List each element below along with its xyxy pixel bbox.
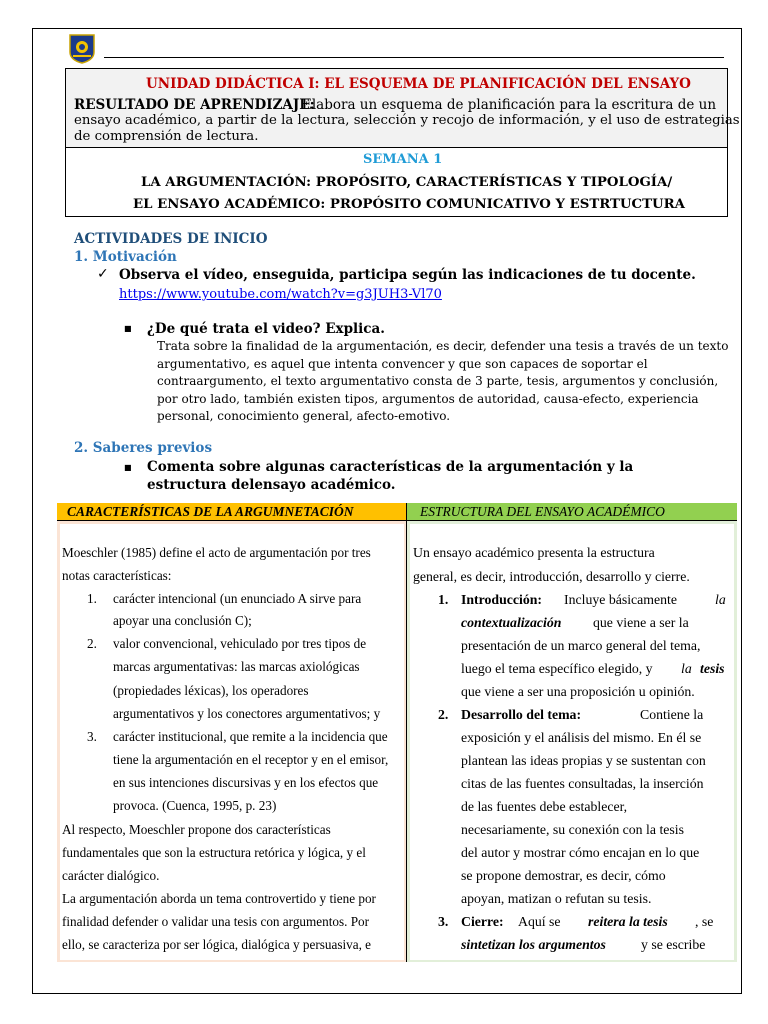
right-text: del autor y mostrar cómo encajan en lo que [461, 845, 700, 860]
right-text: , se [695, 914, 714, 929]
right-text: Contiene la [640, 707, 704, 722]
answer-line: argumentativo, es aquel que intenta convencer y que son capaces de soportar el [157, 357, 648, 371]
left-text-line: fundamentales que son la estructura retórica y lógica, y el [62, 845, 366, 860]
result-line-2: ensayo académico, a partir de la lectura, selección y recojo de información, y el uso de estrategias [74, 113, 740, 128]
left-text-line: La argumentación aborda un tema controvertido y tiene por [62, 891, 376, 906]
left-text-line: ello, se caracteriza por ser lógica, dialógica y persuasiva, e [62, 937, 372, 952]
closing-label: Cierre: [461, 914, 504, 929]
right-text: Incluye básicamente [564, 592, 678, 607]
right-text-emph: sintetizan los argumentos [461, 937, 606, 952]
right-text: Aquí se [518, 914, 561, 929]
right-text-emph: contextualización [461, 615, 562, 630]
result-line-3: de comprensión de lectura. [74, 129, 259, 144]
left-text-line: Al respecto, Moeschler propone dos características [62, 822, 331, 837]
right-text: la [715, 592, 726, 607]
topic-line-1: LA ARGUMENTACIÓN: PROPÓSITO, CARACTERÍSTICAS Y TIPOLOGÍA/ [141, 175, 673, 190]
left-text-line: Moeschler (1985) define el acto de argumentación por tres [62, 545, 371, 560]
right-text: apoyan, matizan o refutan su tesis. [461, 891, 652, 906]
answer-line: personal, conocimiento general, afecto-emotivo. [157, 409, 451, 423]
left-text-line: (propiedades léxicas), los operadores [113, 683, 309, 698]
right-intro-line: general, es decir, introducción, desarrollo y cierre. [413, 569, 690, 584]
right-text: y se escribe [641, 937, 706, 952]
list-number: 2. [438, 707, 449, 722]
video-question: ¿De qué trata el video? Explica. [147, 321, 385, 337]
left-text-line: carácter dialógico. [62, 868, 160, 883]
right-header-text: ESTRUCTURA DEL ENSAYO ACADÉMICO [420, 504, 665, 519]
left-text-line: argumentativos y los conectores argumentativos; y [113, 706, 381, 721]
university-logo-icon [69, 34, 95, 64]
right-text-emph: reitera la tesis [588, 914, 668, 929]
right-text: citas de las fuentes consultadas, la inserción [461, 776, 704, 791]
right-text: luego el tema específico elegido, y [461, 661, 653, 676]
intro-label: Introducción: [461, 592, 543, 607]
left-text-line: apoyar una conclusión C); [113, 613, 252, 628]
left-text-line: valor convencional, vehiculado por tres tipos de [113, 636, 367, 651]
right-text: la [681, 661, 692, 676]
right-text: se propone demostrar, es decir, cómo [461, 868, 666, 883]
observe-instruction: Observa el vídeo, enseguida, participa según las indicaciones de tu docente. [119, 267, 696, 283]
left-text-line: notas características: [62, 568, 172, 583]
list-number: 3. [438, 914, 449, 929]
answer-line: Trata sobre la finalidad de la argumentación, es decir, defender una tesis a través de un texto [157, 339, 729, 353]
topic-line-2: EL ENSAYO ACADÉMICO: PROPÓSITO COMUNICATIVO Y ESTRTUCTURA [133, 197, 685, 212]
right-text: exposición y el análisis del mismo. En él se [461, 730, 702, 745]
left-text-line: carácter intencional (un enunciado A sirve para [113, 591, 362, 606]
result-label: RESULTADO DE APRENDIZAJE: [74, 97, 315, 113]
bullet-icon: ■ [124, 463, 132, 472]
comment-line-1: Comenta sobre algunas características de la argumentación y la [147, 459, 634, 475]
list-number: 1. [87, 591, 97, 606]
right-text: de las fuentes debe establecer, [461, 799, 628, 814]
right-text: necesariamente, su conexión con la tesis [461, 822, 684, 837]
right-text-emph: tesis [700, 661, 725, 676]
left-text-line: provoca. (Cuenca, 1995, p. 23) [113, 798, 277, 813]
left-text-line: en sus intenciones discursivas y en los efectos que [113, 775, 379, 790]
left-text-line: finalidad defender o validar una tesis con argumentos. Por [62, 914, 370, 929]
week-label: SEMANA 1 [363, 152, 443, 167]
check-icon: ✓ [97, 266, 109, 282]
right-text: que viene a ser la [593, 615, 689, 630]
left-header-text: CARACTERÍSTICAS DE LA ARGUMNETACIÓN [67, 504, 354, 519]
video-link[interactable]: https://www.youtube.com/watch?v=g3JUH3-Vl70 [119, 287, 442, 302]
left-text-line: carácter institucional, que remite a la incidencia que [113, 729, 388, 744]
left-text-line: tiene la argumentación en el receptor y en el emisor, [113, 752, 389, 767]
answer-line: contraargumento, el texto argumentativo consta de 3 parte, tesis, argumentos y conclusión, [157, 374, 719, 388]
answer-line: por otro lado, también existen tipos, argumentos de autoridad, causa-efecto, experiencia [157, 392, 699, 406]
left-text-line: marcas argumentativas: las marcas axiológicas [113, 659, 360, 674]
item-saberes-previos: 2. Saberes previos [74, 440, 213, 456]
header-rule [104, 57, 724, 58]
activities-heading: ACTIVIDADES DE INICIO [74, 231, 268, 247]
development-label: Desarrollo del tema: [461, 707, 582, 722]
item-motivacion: 1. Motivación [74, 249, 177, 265]
comment-line-2: estructura delensayo académico. [147, 477, 396, 493]
result-line-1: Elabora un esquema de planificación para la escritura de un [302, 97, 717, 113]
list-number: 3. [87, 729, 97, 744]
right-intro-line: Un ensayo académico presenta la estructura [413, 545, 655, 560]
right-text: plantean las ideas propias y se sustentan con [461, 753, 706, 768]
right-text: que viene a ser una proposición u opinión. [461, 684, 695, 699]
right-text: presentación de un marco general del tema, [461, 638, 701, 653]
bullet-icon: ■ [124, 324, 132, 333]
unit-title: UNIDAD DIDÁCTICA I: EL ESQUEMA DE PLANIFICACIÓN DEL ENSAYO [146, 76, 691, 92]
list-number: 2. [87, 636, 97, 651]
list-number: 1. [438, 592, 449, 607]
